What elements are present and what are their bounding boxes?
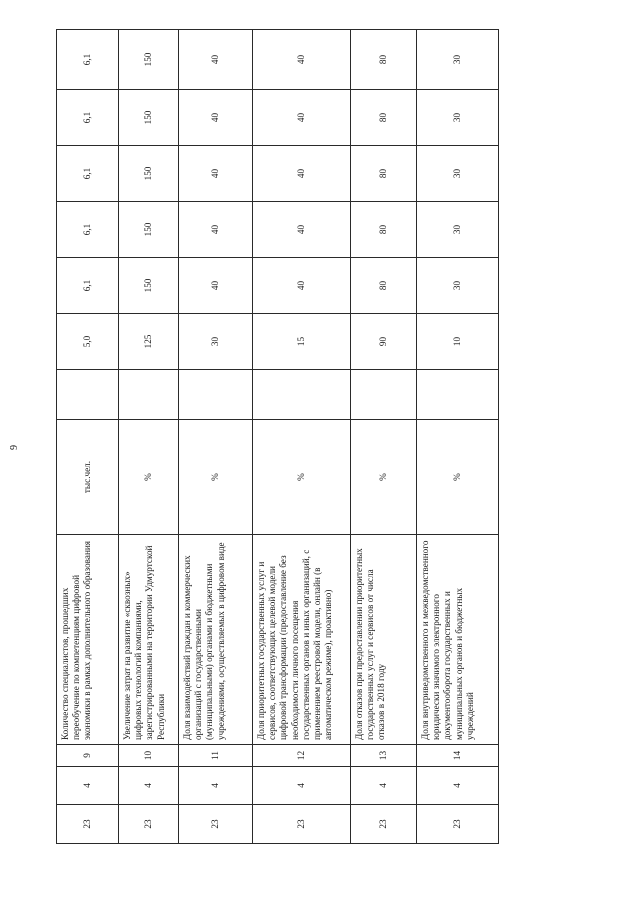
- cell-value: 30: [179, 314, 253, 370]
- cell-value: 5,0: [57, 314, 119, 370]
- cell-code-2: 4: [351, 767, 417, 805]
- cell-value: 90: [351, 314, 417, 370]
- cell-code-2: 4: [417, 767, 499, 805]
- cell-value: 40: [179, 258, 253, 314]
- cell-value: 150: [119, 90, 179, 146]
- cell-code-2: 4: [253, 767, 351, 805]
- cell-base-value: [179, 370, 253, 420]
- cell-value: 10: [417, 314, 499, 370]
- cell-value: 40: [253, 30, 351, 90]
- cell-value: 125: [119, 314, 179, 370]
- cell-code-2: 4: [119, 767, 179, 805]
- cell-value: 6,1: [57, 202, 119, 258]
- cell-code-2: 4: [57, 767, 119, 805]
- cell-base-value: [253, 370, 351, 420]
- cell-indicator-name: Доля отказов при предоставлении приоритетных государственных услуг и сервисов от числа отказов в 2018 году: [351, 535, 417, 745]
- table-row: [119, 30, 179, 844]
- cell-code-1: 23: [57, 805, 119, 844]
- cell-value: 6,1: [57, 30, 119, 90]
- cell-indicator-name: Доля взаимодействий граждан и коммерческих организаций с государственными (муниципальными) органами и бюджетными учреждениями, осуществляемых в цифровом виде: [179, 535, 253, 745]
- cell-value: 30: [417, 30, 499, 90]
- table-row: [253, 30, 351, 844]
- cell-number: 14: [417, 745, 499, 767]
- cell-code-1: 23: [179, 805, 253, 844]
- cell-value: 15: [253, 314, 351, 370]
- cell-unit: %: [119, 420, 179, 535]
- table-body: [57, 30, 499, 844]
- table-row: [417, 30, 499, 844]
- cell-indicator-name: Увеличение затрат на развитие «сквозных» цифровых технологий компаниями, зарегистрированными на территории Удмуртской Республики: [119, 535, 179, 745]
- cell-code-1: 23: [119, 805, 179, 844]
- cell-number: 13: [351, 745, 417, 767]
- cell-value: 150: [119, 30, 179, 90]
- cell-indicator-name: Доля приоритетных государственных услуг и сервисов, соответствующих целевой модели цифровой трансформации (предоставление без необходимости личного посещения государственных органов и иных организаций, с применением реестровой модели, онлайн (в автоматическом режиме), проактивно): [253, 535, 351, 745]
- cell-value: 30: [417, 202, 499, 258]
- cell-value: 80: [351, 30, 417, 90]
- cell-base-value: [119, 370, 179, 420]
- cell-unit: %: [253, 420, 351, 535]
- cell-value: 40: [179, 30, 253, 90]
- rotated-table-frame: [56, 30, 498, 844]
- cell-value: 40: [253, 258, 351, 314]
- cell-value: 150: [119, 258, 179, 314]
- cell-value: 30: [417, 90, 499, 146]
- cell-number: 10: [119, 745, 179, 767]
- page-number: 9: [9, 445, 20, 450]
- cell-value: 150: [119, 146, 179, 202]
- cell-value: 80: [351, 90, 417, 146]
- rotated-table-container: [56, 30, 498, 844]
- cell-number: 12: [253, 745, 351, 767]
- indicators-table: [56, 29, 499, 844]
- cell-base-value: [351, 370, 417, 420]
- cell-value: 6,1: [57, 146, 119, 202]
- cell-indicator-name: Количество специалистов, прошедших переобучение по компетенциям цифровой экономики в рамках дополнительного образования: [57, 535, 119, 745]
- cell-number: 11: [179, 745, 253, 767]
- cell-code-2: 4: [179, 767, 253, 805]
- cell-unit: %: [179, 420, 253, 535]
- cell-value: 40: [253, 146, 351, 202]
- cell-value: 40: [253, 202, 351, 258]
- cell-value: 40: [179, 202, 253, 258]
- cell-indicator-name: Доля внутриведомственного и межведомственного юридически значимого электронного документооборота государственных и муниципальных органов и бюджетных учреждений: [417, 535, 499, 745]
- cell-unit: тыс.чел.: [57, 420, 119, 535]
- cell-code-1: 23: [253, 805, 351, 844]
- table-row: [179, 30, 253, 844]
- cell-code-1: 23: [417, 805, 499, 844]
- cell-value: 40: [179, 146, 253, 202]
- cell-base-value: [57, 370, 119, 420]
- cell-value: 80: [351, 202, 417, 258]
- cell-unit: %: [417, 420, 499, 535]
- cell-value: 40: [253, 90, 351, 146]
- cell-base-value: [417, 370, 499, 420]
- cell-unit: %: [351, 420, 417, 535]
- cell-value: 6,1: [57, 258, 119, 314]
- table-row: [57, 30, 119, 844]
- cell-value: 80: [351, 258, 417, 314]
- cell-value: 6,1: [57, 90, 119, 146]
- cell-value: 30: [417, 146, 499, 202]
- cell-number: 9: [57, 745, 119, 767]
- cell-code-1: 23: [351, 805, 417, 844]
- table-row: [351, 30, 417, 844]
- cell-value: 30: [417, 258, 499, 314]
- cell-value: 80: [351, 146, 417, 202]
- cell-value: 150: [119, 202, 179, 258]
- cell-value: 40: [179, 90, 253, 146]
